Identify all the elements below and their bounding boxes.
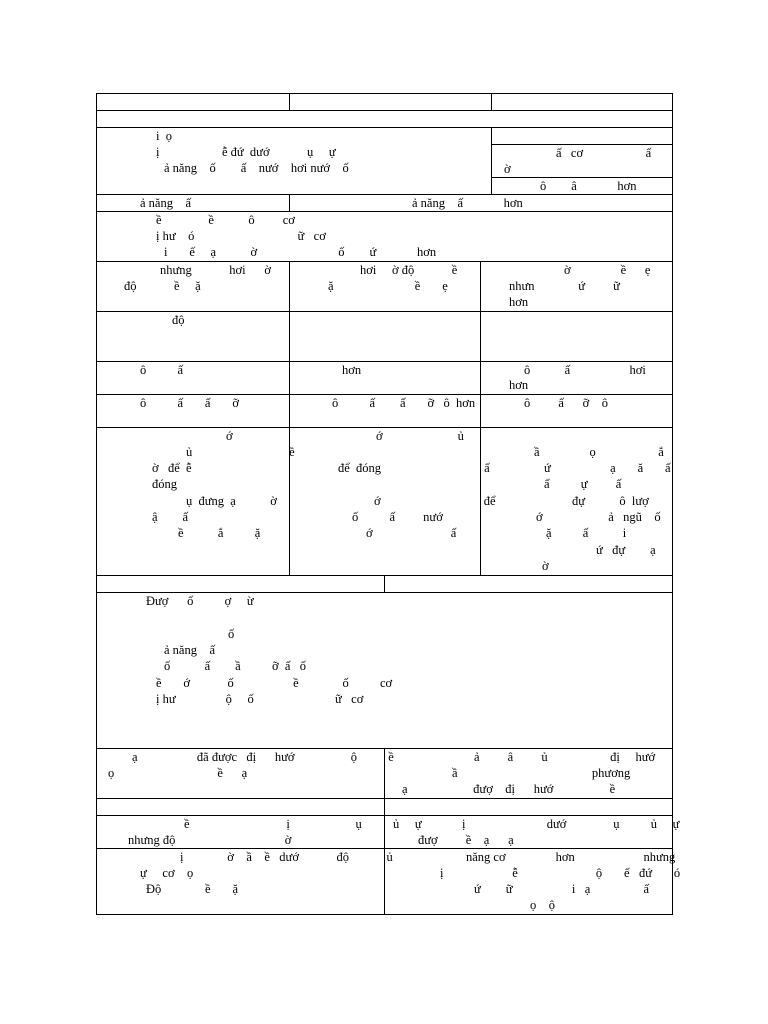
row-10-c3-line-3: ấ ự ấ	[544, 477, 622, 491]
row-10-c1-line-2: ủ ề	[186, 445, 295, 459]
row-6-c3-line-3: hơn	[509, 295, 529, 309]
row-10-c2-line-2: để đóng ấ	[338, 461, 490, 475]
row-8-divider-1	[289, 361, 290, 395]
row-13-right-line-2: ầ phương	[452, 766, 631, 780]
row-7-c1: độ	[172, 313, 185, 327]
blank-row-1	[96, 110, 673, 128]
row-16-right-line-1: năng cơ hơn nhưng	[466, 850, 676, 864]
row-12-line-4: ả năng ấ	[164, 643, 216, 657]
row-14-divider	[384, 798, 385, 816]
row-10-c2-line-5: ớ ấ	[366, 526, 457, 540]
row-8-c2: hơn	[342, 363, 362, 377]
row-10-c2-line-3: ớ để	[374, 494, 496, 508]
row-10-c3-line-4: đự ô lượ	[572, 494, 649, 508]
row-10-c3-line-5: ớ ả ngũ ố	[536, 510, 661, 524]
row-10-c3-line-7: ứ đự ạ	[596, 543, 656, 557]
row-16-left-line-2: ự cơ ọ	[140, 866, 194, 880]
row-16-right-line-4: ọ ộ	[530, 898, 555, 912]
row-10-c3-line-6: ặ ấ i	[546, 526, 627, 540]
row-6-c2-line-2: ặ ề ẹ	[328, 279, 448, 293]
row-8-c3-line-1: ô ấ hơi	[524, 363, 646, 377]
row-5-line-3: i ế ạ ờ ố ứ hơn	[164, 245, 437, 259]
row-13-left-line-2: ọ ề ạ	[108, 766, 248, 780]
row-9-divider-2	[480, 394, 481, 428]
header-divider-1	[289, 93, 290, 111]
row-6-divider-2	[480, 261, 481, 312]
row-10-c1-line-1: ớ	[226, 429, 233, 443]
row-7-divider-2	[480, 311, 481, 362]
row-9-divider-1	[289, 394, 290, 428]
row-16-right-line-2: ị ễ ộ ế đứ ó	[440, 866, 681, 880]
row-13-left-line-1: ạ đã được đị hướ ộ ề	[132, 750, 394, 764]
header-row	[96, 93, 673, 111]
row-10-c1-line-6: ậ ấ	[152, 510, 189, 524]
header-divider-2	[491, 93, 492, 111]
row-10-c1-line-7: ề ắ ặ	[178, 526, 261, 540]
row-9-c3: ô ấ ỡ ô	[524, 396, 609, 410]
row-15-left-line-1: ề ị ụ ủ ự	[184, 817, 422, 831]
row-10-c2-line-4: ố ấ nướ	[352, 510, 443, 524]
row-10-c3-line-2: ứ ạ ă ấ	[544, 461, 671, 475]
row-5-line-1: ề ề ô cơ	[156, 213, 295, 227]
row-12-line-3: ố	[228, 627, 235, 641]
row-6-divider-1	[289, 261, 290, 312]
row-10-c2-line-1: ớ ủ	[376, 429, 464, 443]
row-10-c3-line-8: ờ	[542, 559, 549, 573]
row-9-c2: ô ấ ấ ỡ ô hơn	[332, 396, 476, 410]
row-4-left: ả năng ấ	[140, 196, 192, 210]
row-8-c1: ô ấ	[140, 363, 184, 377]
row-13-right-line-1: ả â ủ đị hướ	[474, 750, 656, 764]
row-10-c1-line-4: đóng	[152, 477, 177, 491]
row-15-right-line-1: ị dướ ụ ủ ự	[462, 817, 680, 831]
row-12-line-5: ố ấ ầ ỡ ấ ố	[164, 659, 307, 673]
row-3-left-line-1: i ọ	[156, 129, 172, 143]
row-16-right-line-3: ứ ữ i ạ ấ	[474, 882, 649, 896]
row-3-left-line-3: ả năng ố ấ nướ hơi nướ ố	[164, 161, 349, 175]
row-6-c3-line-1: ờ ề ẹ	[564, 263, 651, 277]
row-3-right-text-a: ấ cơ ấ	[556, 146, 652, 160]
row-3-right-text-c: ô â hơn	[540, 179, 637, 193]
row-10-c1-line-3: ờ để ễ	[152, 461, 192, 475]
row-6-c2-line-1: hơi ờ độ ề	[360, 263, 458, 277]
row-15-right-line-2: đượ ề ạ ạ	[418, 833, 514, 847]
row-15-left-line-2: nhưng độ ờ	[128, 833, 292, 847]
row-5-line-2: ị hư ó ữ cơ	[156, 229, 326, 243]
row-16-left-line-1: ị ờ ầ ề dướ độ ủ	[180, 850, 393, 864]
row-10-c1-line-5: ụ đưng ạ ờ	[186, 494, 277, 508]
row-3-divider	[491, 127, 492, 195]
row-11-divider	[384, 575, 385, 593]
row-12-line-1: Đượ ố ợ ừ	[146, 594, 254, 608]
row-3-right-text-b: ờ	[504, 162, 511, 176]
row-7-divider-1	[289, 311, 290, 362]
row-10-c3-line-1: ầ ọ ắ	[534, 445, 664, 459]
row-6-c3-line-2: nhưn ứ ữ	[509, 279, 620, 293]
row-6-c1-line-2: độ ề ặ	[124, 279, 201, 293]
row-8-divider-2	[480, 361, 481, 395]
row-6-c1-line-1: nhưng hơi ờ	[160, 263, 271, 277]
row-9-c1: ô ấ ấ ỡ	[140, 396, 239, 410]
row-4-right: ả năng ấ hơn	[412, 196, 523, 210]
row-4-divider	[289, 194, 290, 212]
row-12-line-7: ị hư ộ ố ữ cơ	[156, 692, 364, 706]
row-8-c3-line-2: hơn	[509, 378, 529, 392]
row-12-line-6: ề ớ ố ề ố cơ	[156, 676, 393, 690]
row-3-left-line-2: ị ễ đứ dướ ụ ự	[156, 145, 336, 159]
row-13-right-line-3: ạ đượ đị hướ ề	[402, 782, 616, 796]
row-16-left-line-3: Độ ề ặ	[146, 882, 238, 896]
